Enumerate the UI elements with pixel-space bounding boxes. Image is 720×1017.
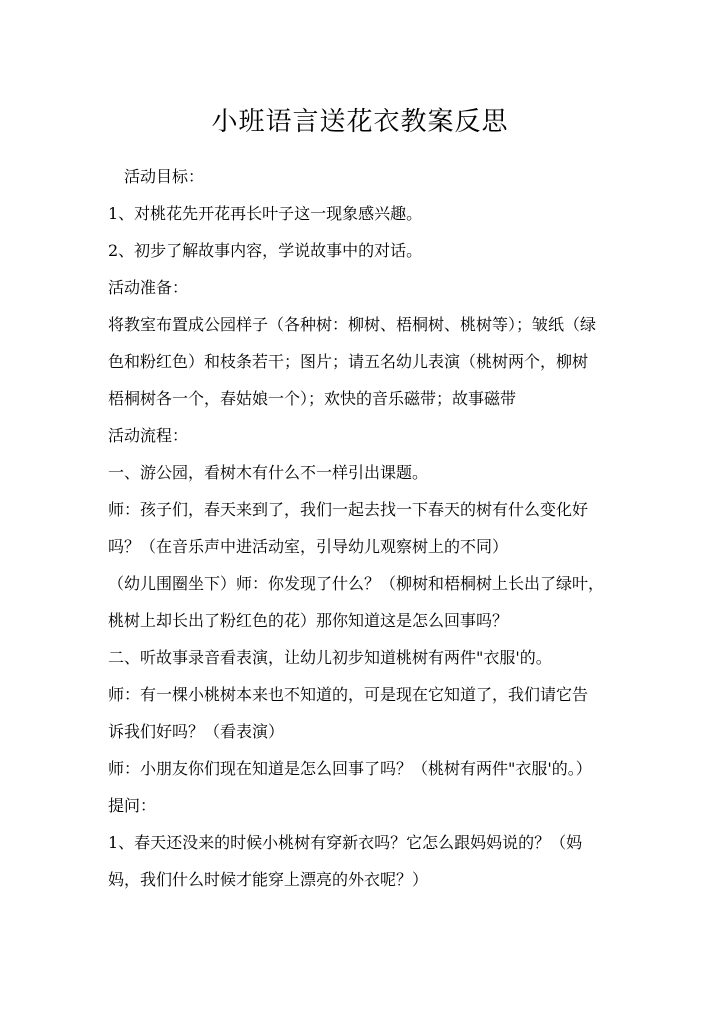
- paragraph-line: 2、初步了解故事内容，学说故事中的对话。: [108, 241, 423, 260]
- paragraph-line: 吗？（在音乐声中进活动室，引导幼儿观察树上的不同）: [108, 537, 509, 556]
- paragraph-line: 妈，我们什么时候才能穿上漂亮的外衣呢？）: [108, 870, 429, 889]
- paragraph-line: 将教室布置成公园样子（各种树：柳树、梧桐树、桃树等）；皱纸（绿: [108, 315, 597, 334]
- paragraph-line: 梧桐树各一个，春姑娘一个）；欢快的音乐磁带；故事磁带: [108, 389, 517, 408]
- paragraph-line: 色和粉红色）和枝条若干；图片；请五名幼儿表演（桃树两个，柳树: [108, 352, 589, 371]
- paragraph-line: 师：有一棵小桃树本来也不知道的，可是现在它知道了，我们请它告: [108, 685, 589, 704]
- document-title: 小班语言送花衣教案反思: [211, 107, 509, 137]
- paragraph-line: 师：孩子们，春天来到了，我们一起去找一下春天的树有什么变化好: [108, 500, 589, 519]
- section-heading-preparation: 活动准备：: [108, 278, 189, 297]
- paragraph-line: 1、春天还没来的时候小桃树有穿新衣吗？它怎么跟妈妈说的？（妈: [108, 833, 583, 852]
- section-heading-questions: 提问：: [108, 796, 157, 815]
- section-heading-process: 活动流程：: [108, 426, 189, 445]
- paragraph-line: 一、游公园，看树木有什么不一样引出课题。: [108, 463, 429, 482]
- paragraph-line: 二、听故事录音看表演，让幼儿初步知道桃树有两件"衣服'的。: [108, 648, 552, 667]
- paragraph-line: 师：小朋友你们现在知道是怎么回事了吗？（桃树有两件"衣服'的。）: [108, 759, 592, 778]
- paragraph-line: 1、对桃花先开花再长叶子这一现象感兴趣。: [108, 204, 423, 223]
- paragraph-line: （幼儿围圈坐下）师：你发现了什么？（柳树和梧桐树上长出了绿叶，: [108, 574, 605, 593]
- paragraph-line: 桃树上却长出了粉红色的花）那你知道这是怎么回事吗？: [108, 611, 509, 630]
- section-heading-goals: 活动目标：: [124, 167, 205, 186]
- paragraph-line: 诉我们好吗？（看表演）: [108, 722, 285, 741]
